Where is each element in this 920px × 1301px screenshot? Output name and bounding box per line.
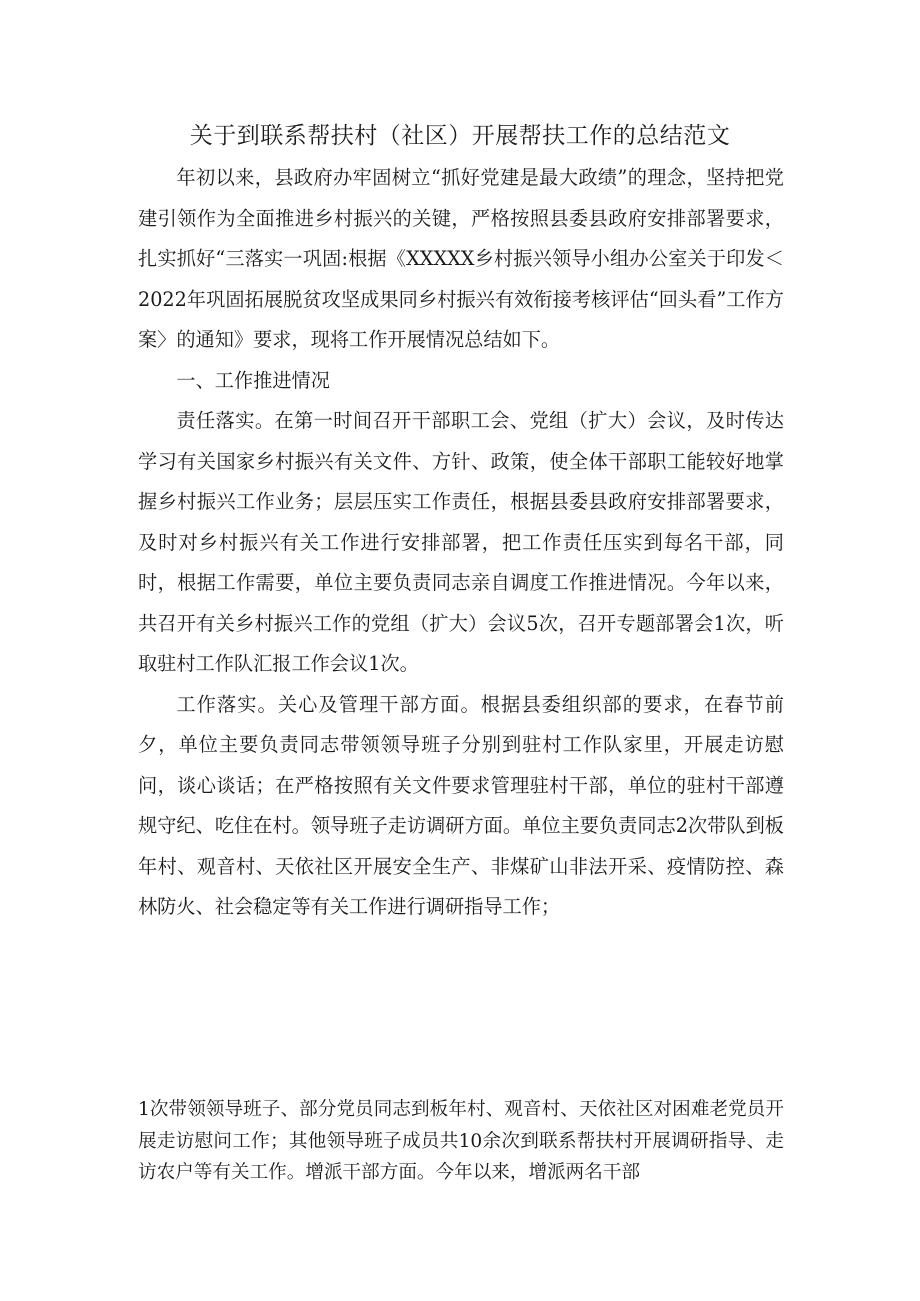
document-body [138, 158, 784, 928]
document-title: 关于到联系帮扶村（社区）开展帮扶工作的总结范文 [189, 123, 731, 149]
intro-paragraph: 年初以来，县政府办牢固树立“抓好党建是最大政绩”的理念，坚持把党建引领作为全面推进乡村振兴的关键，严格按照县委县政府安排部署要求，扎实抓好“三落实一巩固:根据《XXXXX乡村振兴领导小组办公室关于印发＜2022年巩固拓展脱贫攻坚成果同乡村振兴有效衔接考核评估“回头看”工作方案〉的通知》要求，现将工作开展情况总结如下。 [138, 166, 784, 351]
work-implementation-paragraph: 工作落实。关心及管理干部方面。根据县委组织部的要求，在春节前夕，单位主要负责同志带领领导班子分别到驻村工作队家里，开展走访慰问，谈心谈话；在严格按照有关文件要求管理驻村干部，单位的驻村干部遵规守纪、吃住在村。领导班子走访调研方面。单位主要负责同志2次带队到板年村、观音村、天依社区开展安全生产、非煤矿山非法开采、疫情防控、森林防火、社会稳定等有关工作进行调研指导工作； [138, 692, 784, 918]
continuation-paragraph: 1次带领领导班子、部分党员同志到板年村、观音村、天依社区对困难老党员开展走访慰问工作；其他领导班子成员共10余次到联系帮扶村开展调研指导、走访农户等有关工作。增派干部方面。今年以来，增派两名干部 [138, 1099, 784, 1183]
section-heading: 一、工作推进情况 [176, 368, 330, 392]
responsibility-paragraph: 责任落实。在第一时间召开干部职工会、党组（扩大）会议，及时传达学习有关国家乡村振兴有关文件、方针、政策，使全体干部职工能较好地掌握乡村振兴工作业务；层层压实工作责任，根据县委县政府安排部署要求，及时对乡村振兴有关工作进行安排部署，把工作责任压实到每名干部，同时，根据工作需要，单位主要负责同志亲自调度工作推进情况。今年以来，共召开有关乡村振兴工作的党组（扩大）会议5次，召开专题部署会1次，听取驻村工作队汇报工作会议1次。 [138, 409, 784, 675]
